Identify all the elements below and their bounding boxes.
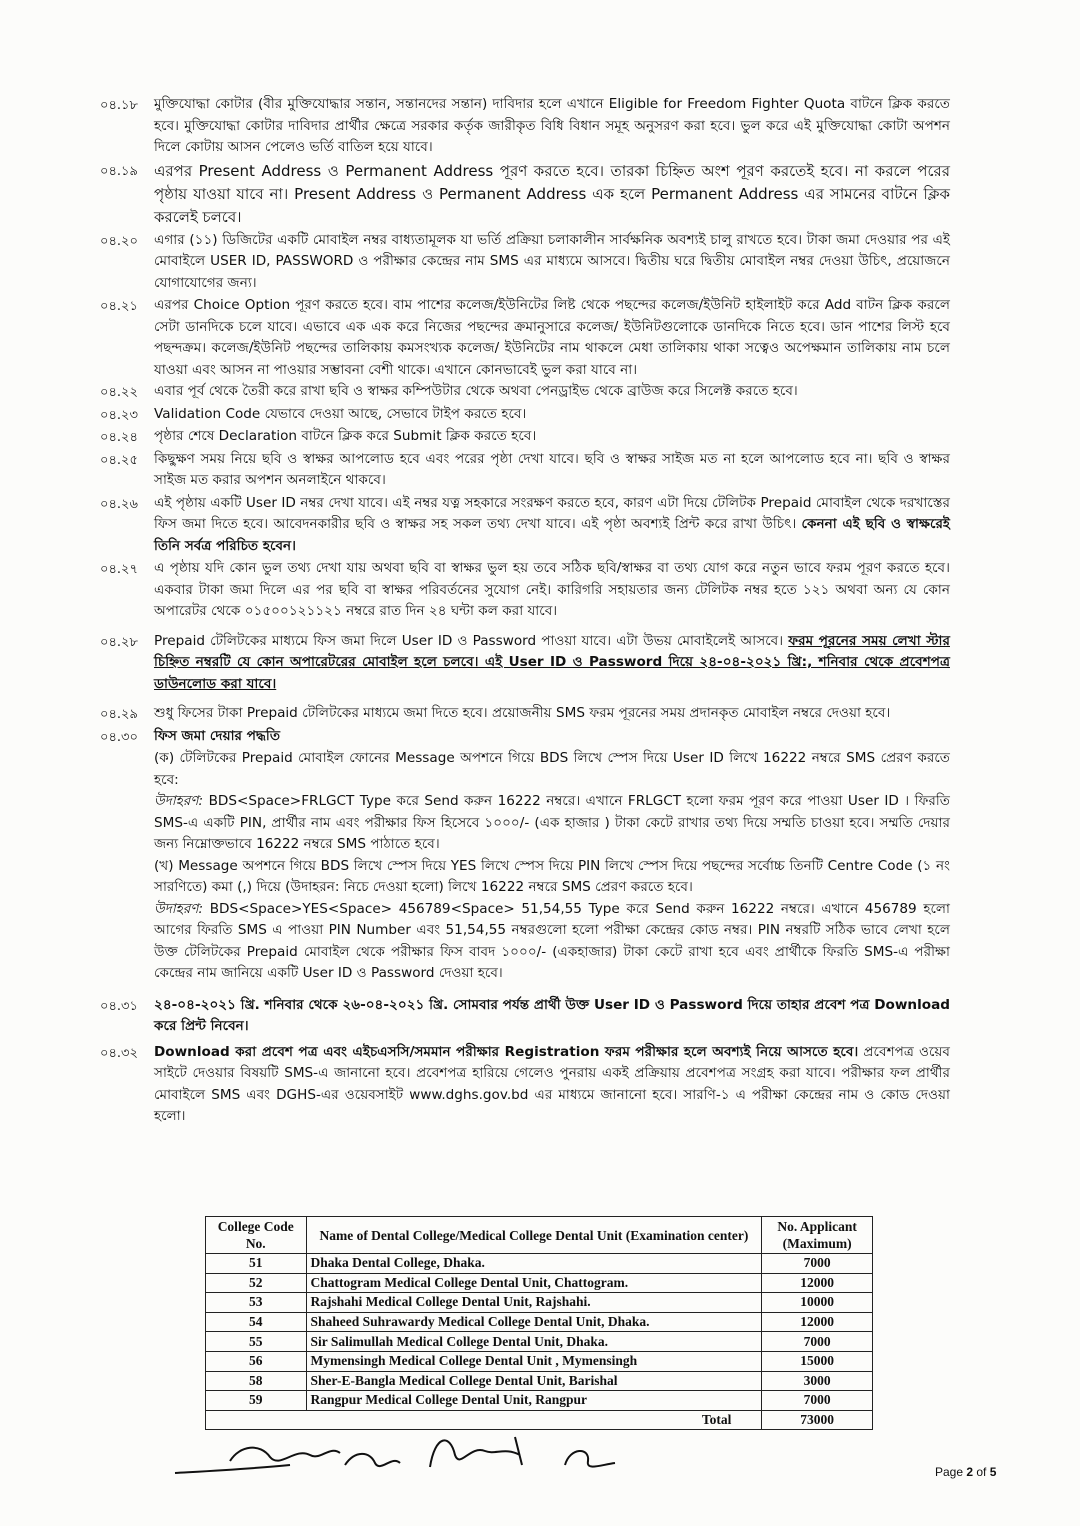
item-text: শুধু ফিসের টাকা Prepaid টেলিটকের মাধ্যমে জমা দিতে হবে। প্রয়োজনীয় SMS ফরম পূরনের সময় প্রদানকৃত মোবাইল নম্বরে দেওয়া হবে।: [154, 705, 891, 721]
table-row: [206, 1312, 873, 1332]
list-item: [100, 381, 950, 404]
table-row: [206, 1293, 873, 1313]
item-number: ০৪.২২: [100, 385, 138, 400]
list-item: [100, 449, 950, 492]
college-name: Rangpur Medical College Dental Unit, Rangpur: [306, 1391, 762, 1411]
item-text: এগার (১১) ডিজিটের একটি মোবাইল নম্বর বাধ্যতামূলক যা ভর্তি প্রক্রিয়া চলাকালীন সার্বক্ষনিক অবশ্যই চালু রাখতে হবে। টাকা জমা দেওয়ার পর এই মোবাইলে USER ID, PASSWORD ও পরীক্ষার কেন্দ্রের নাম SMS এর মাধ্যমে আসবে। দ্বিতীয় ঘরে দ্বিতীয় মোবাইল নম্বর দেওয়া উচিৎ, প্রয়োজনে যোগাযোগের জন্য।: [154, 231, 950, 291]
item-text: ফিস জমা দেয়ার পদ্ধতি: [154, 727, 281, 744]
college-code: 56: [206, 1351, 307, 1371]
item-lead-bold: Download করা প্রবেশ পত্র এবং এইচএসসি/সমমান পরীক্ষার Registration ফরম পরীক্ষার হলে অবশ্যই নিয়ে আসতে হবে।: [154, 1043, 859, 1060]
list-item: [100, 404, 950, 427]
total-label: Total: [206, 1410, 762, 1430]
college-name: Dhaka Dental College, Dhaka.: [306, 1254, 762, 1274]
list-item: [100, 703, 950, 726]
applicant-count: 7000: [762, 1391, 873, 1411]
item-text: এরপর Choice Option পূরণ করতে হবে। বাম পাশের কলেজ/ইউনিটের লিষ্ট থেকে পছন্দের কলেজ/ইউনিট হাইলাইট করে Add বাটন ক্লিক করলে সেটা ডানদিকে চলে যাবে। এভাবে এক এক করে নিজের পছন্দের ক্রমানুসারে কলেজ/ ইউনিটগুলোকে ডানদিকে নিতে হবে। ডান পাশের লিস্ট হবে পছন্দক্রম। কলেজ/ইউনিট পছন্দের তালিকায় কমসংখ্যক কলেজ/ ইউনিটের নাম থাকলে মেধা তালিকায় থাকা সত্বেও অপেক্ষমান তালিকায় নাম চলে যাওয়া এবং আসন না পাওয়ার সম্ভাবনা বেশী থাকে। এখানে কোনভাবেই ভুল করা যাবে না।: [154, 297, 950, 378]
total-value: 73000: [762, 1410, 873, 1430]
item-text: পৃষ্ঠার শেষে Declaration বাটনে ক্লিক করে Submit ক্লিক করতে হবে।: [154, 428, 537, 444]
list-item: [100, 295, 950, 381]
applicant-count: 7000: [762, 1254, 873, 1274]
fee-step-kha-example: [100, 899, 950, 985]
fee-step-kha-text: (খ) Message অপশনে গিয়ে BDS লিখে স্পেস দিয়ে YES লিখে স্পেস দিয়ে PIN লিখে স্পেস দিয়ে পছন্দের সর্বোচ্চ তিনটি Centre Code (১ নং সারণিতে) কমা (,) দিয়ে (উদাহরন: নিচে দেওয়া হলো) লিখে 16222 নম্বরে SMS প্রেরণ করতে হবে।: [154, 857, 950, 895]
item-text: ২৪-০৪-২০২১ খ্রি. শনিবার থেকে ২৬-০৪-২০২১ খ্রি. সোমবার পর্যন্ত প্রার্থী উক্ত User ID ও Password দিয়ে তাহার প্রবেশ পত্র Download করে প্রিন্ট নিবেন।: [154, 996, 950, 1034]
item-number: ০৪.৩০: [100, 729, 138, 745]
page-number: Page 2 of 5: [935, 1465, 997, 1479]
item-text-main: এই পৃষ্ঠায় একটি User ID নম্বর দেখা যাবে। এই নম্বর যত্ন সহকারে সংরক্ষণ করতে হবে, কারণ এটা দিয়ে টেলিটক Prepaid মোবাইল থেকে দরখাস্তের ফিস জমা দিতে হবে। আবেদনকারীর ছবি ও স্বাক্ষর সহ সকল তথ্য দেখা যাবে। এই পৃষ্ঠা অবশ্যই প্রিন্ট করে রাখা উচিৎ।: [154, 494, 950, 532]
item-number: ০৪.২০: [100, 233, 138, 249]
list-item: [100, 558, 950, 623]
applicant-count: 12000: [762, 1273, 873, 1293]
applicant-count: 15000: [762, 1351, 873, 1371]
item-text-main: Prepaid টেলিটকের মাধ্যমে ফিস জমা দিলে User ID ও Password পাওয়া যাবে। এটা উভয় মোবাইলেই আসবে।: [154, 632, 784, 649]
item-text: প্রবেশপত্র ওয়েব সাইটে দেওয়ার বিষয়টি SMS-এ জানানো হবে। প্রবেশপত্র হারিয়ে গেলেও পুনরায় একই প্রক্রিয়ায় প্রবেশপত্র সংগ্রহ করা যাবে। পরীক্ষার ফল প্রার্থীর মোবাইলে SMS এবং DGHS-এর ওয়েবসাইট www.dghs.gov.bd এর মাধ্যমে জানানো হবে। সারণি-১ এ পরীক্ষা কেন্দ্রের নাম ও কোড দেওয়া হলো।: [154, 1043, 950, 1124]
instruction-list: [100, 94, 950, 1128]
list-item: [100, 1042, 950, 1128]
item-number: ০৪.২৬: [100, 496, 138, 512]
item-number: ০৪.১৯: [100, 163, 138, 179]
college-name: Mymensingh Medical College Dental Unit , Mymensingh: [306, 1351, 762, 1371]
applicant-count: 7000: [762, 1332, 873, 1352]
header-name: Name of Dental College/Medical College Dental Unit (Examination center): [306, 1217, 762, 1254]
table-row: [206, 1254, 873, 1274]
item-number: ০৪.২১: [100, 299, 138, 314]
item-text: কিছুক্ষণ সময় নিয়ে ছবি ও স্বাক্ষর আপলোড হবে এবং পরের পৃষ্ঠা দেখা যাবে। ছবি ও স্বাক্ষর সাইজ মত না হলে আপলোড হবে না। ছবি ও স্বাক্ষর সাইজ মত করার অপশন অনলাইনে থাকবে।: [154, 450, 950, 488]
item-number: ০৪.২৯: [100, 707, 138, 722]
college-name: Rajshahi Medical College Dental Unit, Rajshahi.: [306, 1293, 762, 1313]
item-number: ০৪.২৭: [100, 562, 138, 577]
college-name: Sir Salimullah Medical College Dental Unit, Dhaka.: [306, 1332, 762, 1352]
fee-step-ka: [100, 748, 950, 791]
list-item: [100, 94, 950, 159]
applicant-count: 10000: [762, 1293, 873, 1313]
item-number: ০৪.৩১: [100, 998, 138, 1014]
item-number: ০৪.৩২: [100, 1045, 138, 1061]
college-name: Sher-E-Bangla Medical College Dental Unit, Barishal: [306, 1371, 762, 1391]
example-label: উদাহরণ:: [154, 900, 204, 917]
college-code: 51: [206, 1254, 307, 1274]
item-text: এবার পূর্ব থেকে তৈরী করে রাখা ছবি ও স্বাক্ষর কম্পিউটার থেকে অথবা পেনড্রাইভ থেকে ব্রাউজ করে সিলেক্ট করতে হবে।: [154, 383, 798, 399]
college-code: 55: [206, 1332, 307, 1352]
item-number: ০৪.২৫: [100, 452, 138, 468]
list-item: [100, 160, 950, 229]
college-name: Shaheed Suhrawardy Medical College Dental Unit, Dhaka.: [306, 1312, 762, 1332]
item-text: [154, 493, 950, 558]
item-text-bold: কেননা এই ছবি ও স্বাক্ষরেই তিনি সর্বত্র পরিচিত হবেন।: [154, 516, 950, 554]
header-code: College Code No.: [206, 1217, 307, 1254]
item-text-bold: ফরম পূরনের সময় লেখা স্টার চিহ্নিত নম্বরটি যে কোন অপারেটরের মোবাইল হলে চলবে। এই User ID ও Password দিয়ে ২৪-০৪-২০২১ খ্রি:, শনিবার থেকে প্রবেশপত্র ডাউনলোড করা যাবে।: [154, 632, 950, 692]
example-text: BDS<Space>YES<Space> 456789<Space> 51,54,55 Type করে Send করুন 16222 নম্বরে। এখানে 456789 হলো আগের ফিরতি SMS এ পাওয়া PIN Number এবং 51,54,55 নম্বরগুলো হলো পরীক্ষা কেন্দ্রের কোড নম্বর। PIN নম্বরটি সঠিক ভাবে লেখা হলে উক্ত টেলিটকের Prepaid মোবাইল থেকে পরীক্ষার ফিস বাবদ ১০০০/- (একহাজার) টাকা কেটে রাখা হবে এবং প্রার্থীকে ফিরতি SMS-এ পরীক্ষা কেন্দ্রের নাম জানিয়ে একটি User ID ও Password দেওয়া হবে।: [154, 900, 950, 981]
list-item: [100, 995, 950, 1038]
fee-step-kha: [100, 856, 950, 899]
table-row: [206, 1351, 873, 1371]
example-label: উদাহরণ:: [154, 793, 204, 809]
college-code: 54: [206, 1312, 307, 1332]
item-text: Validation Code যেভাবে দেওয়া আছে, সেভাবে টাইপ করতে হবে।: [154, 405, 527, 422]
item-text: [154, 631, 950, 696]
table-row: [206, 1273, 873, 1293]
item-number: ০৪.১৮: [100, 98, 138, 113]
fee-step-ka-text: (ক) টেলিটকের Prepaid মোবাইল ফোনের Message অপশনে গিয়ে BDS লিখে স্পেস দিয়ে User ID লিখে 16222 নম্বরে SMS প্রেরণ করতে হবে:: [154, 750, 950, 788]
list-item: [100, 726, 950, 749]
table-row: [206, 1391, 873, 1411]
applicant-count: 12000: [762, 1312, 873, 1332]
college-code: 53: [206, 1293, 307, 1313]
college-code: 52: [206, 1273, 307, 1293]
college-code: 59: [206, 1391, 307, 1411]
fee-step-ka-example: [100, 791, 950, 856]
item-number: ০৪.২৪: [100, 430, 138, 445]
table-row: [206, 1332, 873, 1352]
college-name: Chattogram Medical College Dental Unit, Chattogram.: [306, 1273, 762, 1293]
example-text: BDS<Space>FRLGCT Type করে Send করুন 16222 নম্বরে। এখানে FRLGCT হলো ফরম পূরণ করে পাওয়া User ID । ফিরতি SMS-এ একটি PIN, প্রার্থীর নাম এবং পরীক্ষার ফিস হিসেবে ১০০০/- (এক হাজার ) টাকা কেটে রাখার তথ্য দিয়ে সম্মতি চাওয়া হবে। সম্মতি দেয়ার জন্য নিম্নোক্তভাবে 16222 নম্বরে SMS পাঠাতে হবে।: [154, 793, 950, 852]
item-text: এ পৃষ্ঠায় যদি কোন ভুল তথ্য দেখা যায় অথবা ছবি বা স্বাক্ষর ভুল হয় তবে সঠিক ছবি/স্বাক্ষর বা তথ্য যোগ করে নতুন ভাবে ফরম পূরণ করতে হবে। একবার টাকা জমা দিলে এর পর ছবি বা স্বাক্ষর পরিবর্তনের সুযোগ নেই। কারিগরি সহায়তার জন্য টেলিটক নম্বর হতে ১২১ অথবা অন্য যে কোন অপারেটর থেকে ০১৫০০১২১১২১ নম্বরে রাত দিন ২৪ ঘন্টা কল করা যাবে।: [154, 560, 950, 619]
item-text: মুক্তিযোদ্ধা কোটার (বীর মুক্তিযোদ্ধার সন্তান, সন্তানদের সন্তান) দাবিদার হলে এখানে Eligible for Freedom Fighter Quota বাটনে ক্লিক করতে হবে। মুক্তিযোদ্ধা কোটার দাবিদার প্রার্থীর ক্ষেত্রে সরকার কর্তৃক জারীকৃত বিধি বিধান সমূহ অনুসরণ করা হবে। ভুল করে এই মুক্তিযোদ্ধা কোটা অপশন দিলে কোটায় আসন পেলেও ভর্তি বাতিল হয়ে যাবে।: [154, 96, 950, 155]
list-item: [100, 493, 950, 558]
item-number: ০৪.২৩: [100, 407, 138, 423]
table-row: [206, 1371, 873, 1391]
item-text: এরপর Present Address ও Permanent Address পূরণ করতে হবে। তারকা চিহ্নিত অংশ পূরণ করতেই হবে। না করলে পরের পৃষ্ঠায় যাওয়া যাবে না। Present Address ও Permanent Address এক হলে Permanent Address এর সামনের বাটনে ক্লিক করলেই চলবে।: [154, 161, 950, 226]
header-applicants: No. Applicant (Maximum): [762, 1217, 873, 1254]
list-item: [100, 230, 950, 295]
signature-image: [170, 1425, 630, 1495]
college-code: 58: [206, 1371, 307, 1391]
list-item: [100, 426, 950, 449]
table-header-row: [206, 1217, 873, 1254]
exam-centre-table: [205, 1216, 873, 1430]
applicant-count: 3000: [762, 1371, 873, 1391]
item-number: ০৪.২৮: [100, 634, 138, 650]
list-item: [100, 631, 950, 696]
